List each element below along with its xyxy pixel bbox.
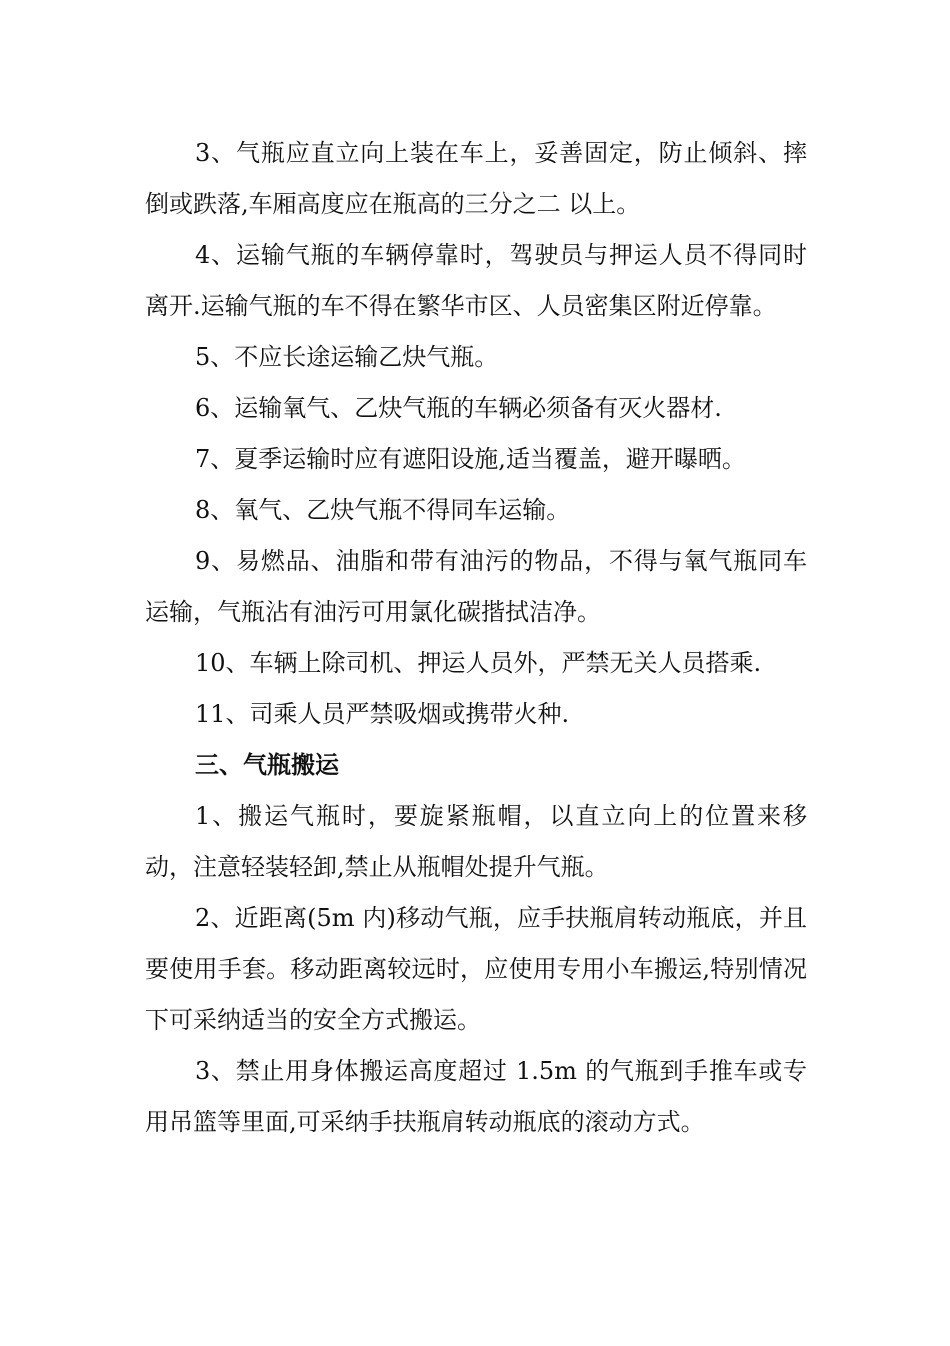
paragraph-4: 4、运输气瓶的车辆停靠时，驾驶员与押运人员不得同时离开.运输气瓶的车不得在繁华市区、人员密集区附近停靠。 bbox=[145, 241, 807, 320]
paragraph-3: 3、气瓶应直立向上装在车上，妥善固定，防止倾斜、摔倒或跌落,车厢高度应在瓶高的三分之二 以上。 bbox=[145, 139, 807, 218]
section-paragraph-2: 2、近距离(5m 内)移动气瓶，应手扶瓶肩转动瓶底，并且要使用手套。移动距离较远时，应使用专用小车搬运,特别情况下可采纳适当的安全方式搬运。 bbox=[145, 904, 807, 1034]
paragraph-5: 5、不应长途运输乙炔气瓶。 bbox=[195, 343, 499, 371]
paragraph-7: 7、夏季运输时应有遮阳设施,适当覆盖，避开曝晒。 bbox=[195, 445, 746, 473]
paragraph-10: 10、车辆上除司机、押运人员外，严禁无关人员搭乘. bbox=[195, 649, 762, 677]
section-paragraph-1: 1、搬运气瓶时，要旋紧瓶帽，以直立向上的位置来移动，注意轻装轻卸,禁止从瓶帽处提升气瓶。 bbox=[145, 802, 807, 881]
section-heading: 三、气瓶搬运 bbox=[195, 751, 339, 779]
paragraph-9: 9、易燃品、油脂和带有油污的物品，不得与氧气瓶同车运输，气瓶沾有油污可用氯化碳揩拭洁净。 bbox=[145, 547, 807, 626]
document-page bbox=[145, 128, 807, 1148]
paragraph-11: 11、司乘人员严禁吸烟或携带火种. bbox=[195, 700, 570, 728]
paragraph-6: 6、运输氧气、乙炔气瓶的车辆必须备有灭火器材. bbox=[195, 394, 722, 422]
section-paragraph-3: 3、禁止用身体搬运高度超过 1.5m 的气瓶到手推车或专用吊篮等里面,可采纳手扶瓶肩转动瓶底的滚动方式。 bbox=[145, 1057, 807, 1136]
paragraph-8: 8、氧气、乙炔气瓶不得同车运输。 bbox=[195, 496, 571, 524]
